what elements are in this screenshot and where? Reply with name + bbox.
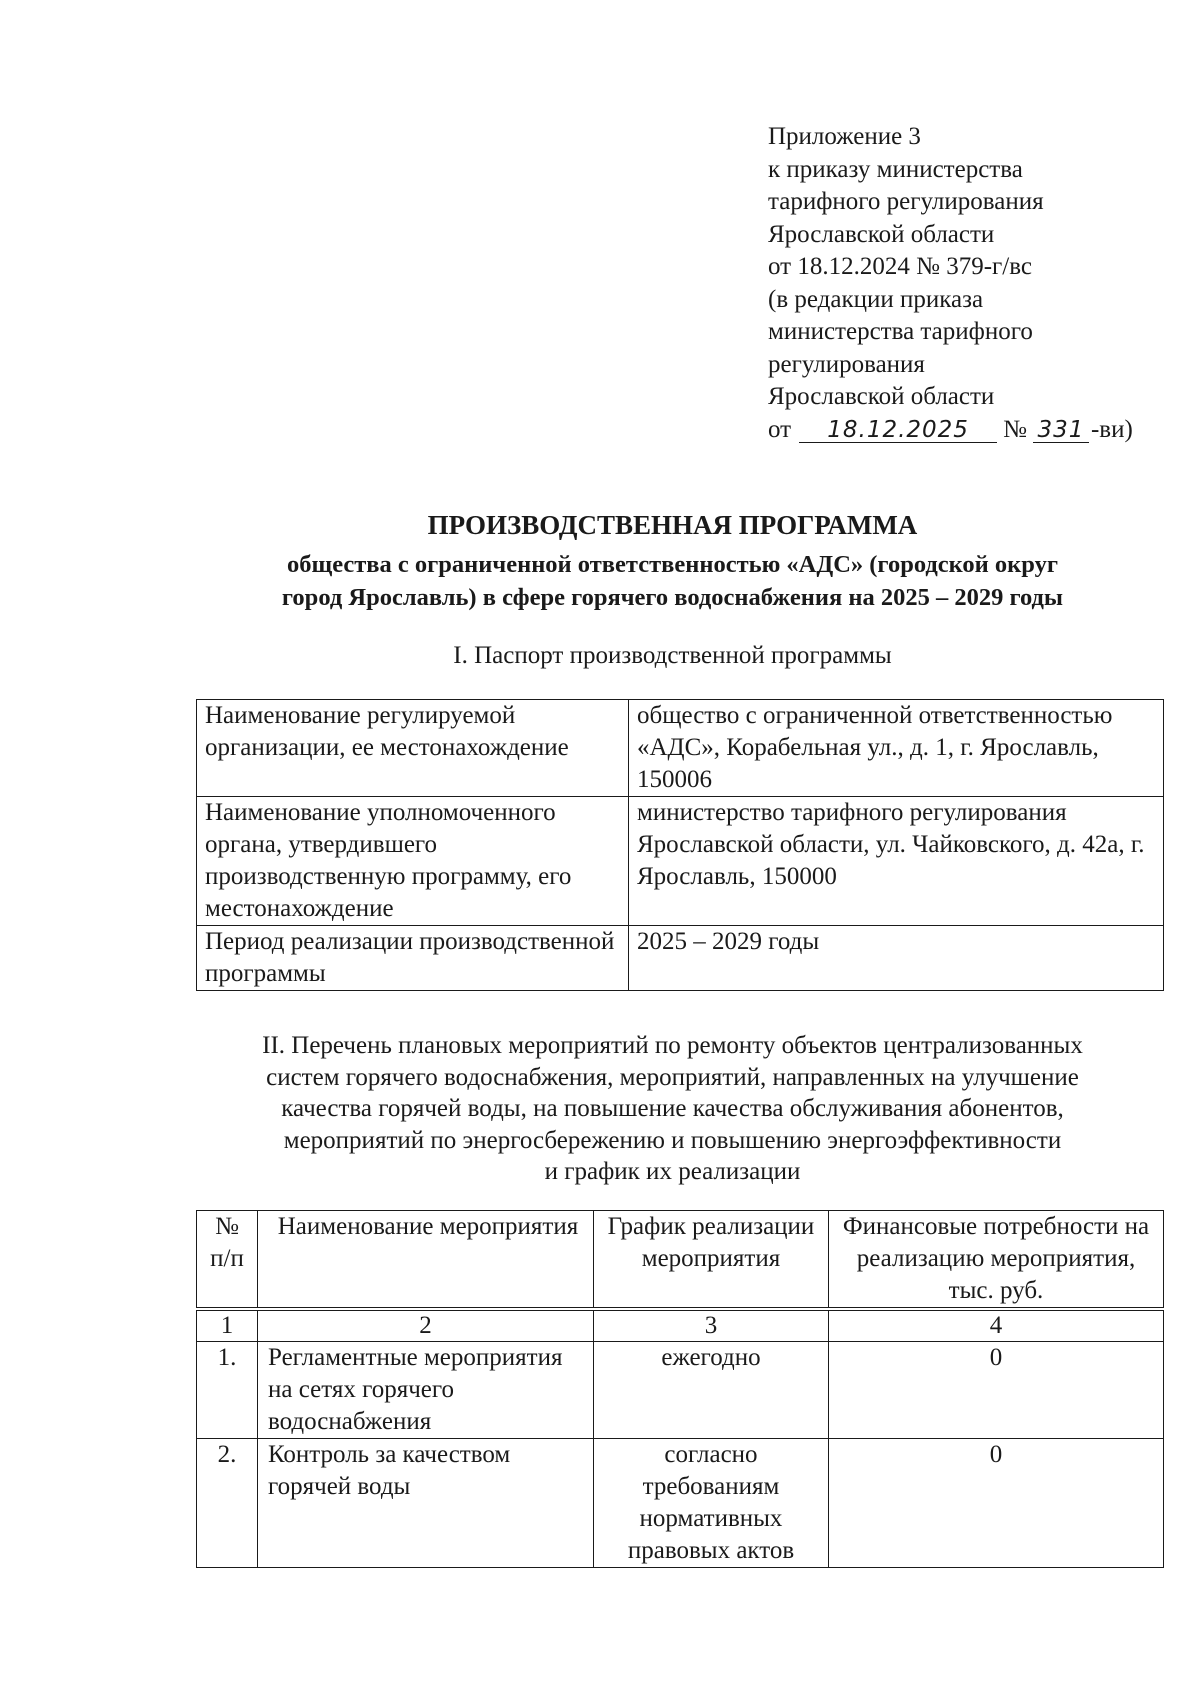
passport-table [196, 699, 1164, 991]
table-row [197, 797, 1164, 926]
section-2-title-line: мероприятий по энергосбережению и повышению энергоэффективности [283, 1126, 1062, 1154]
section-2-title-line: II. Перечень плановых мероприятий по ремонту объектов централизованных [262, 1032, 1083, 1059]
handwritten-order-date: 18.12.2025 [799, 418, 997, 443]
column-index-row [197, 1309, 1164, 1342]
row-num: 1. [197, 1342, 258, 1439]
passport-value: министерство тарифного регулирования Ярославской области, ул. Чайковского, д. 42а, г. Ярославль, 150000 [629, 797, 1164, 926]
header-schedule: График реализации мероприятия [594, 1211, 829, 1310]
column-index: 2 [258, 1309, 594, 1342]
row-finance: 0 [829, 1342, 1164, 1439]
appendix-line: Ярославской области [768, 383, 995, 410]
appendix-line: Ярославской области [768, 220, 995, 248]
amendment-order-line [768, 414, 1133, 447]
row-schedule: ежегодно [594, 1342, 829, 1439]
section-1-title: I. Паспорт производственной программы [453, 642, 892, 669]
section-2-title-line: и график их реализации [544, 1158, 801, 1185]
column-index: 4 [829, 1309, 1164, 1342]
passport-value: 2025 – 2029 годы [629, 926, 1164, 991]
appendix-line: от 18.12.2024 № 379-г/вс [768, 253, 1032, 280]
row-schedule: согласно требованиям нормативных правовых актов [594, 1439, 829, 1568]
document-title: ПРОИЗВОДСТВЕННАЯ ПРОГРАММА [427, 510, 918, 540]
appendix-line: к приказу министерства [768, 155, 1023, 183]
section-2-title-line: качества горячей воды, на повышение качества обслуживания абонентов, [281, 1095, 1064, 1122]
subtitle-line: общества с ограниченной ответственностью «АДС» (городской округ [287, 551, 1058, 578]
row-num: 2. [197, 1439, 258, 1568]
appendix-line: (в редакции приказа [768, 285, 984, 313]
order-number-label: № [1003, 415, 1027, 443]
appendix-line: тарифного регулирования [768, 188, 1044, 215]
row-name: Контроль за качеством горячей воды [258, 1439, 594, 1568]
passport-label: Период реализации производственной программы [197, 926, 629, 991]
header-name: Наименование мероприятия [258, 1211, 594, 1310]
table-header-row [197, 1211, 1164, 1310]
passport-label: Наименование уполномоченного органа, утвердившего производственную программу, его местонахождение [197, 797, 629, 926]
appendix-line: Приложение 3 [768, 123, 921, 150]
handwritten-order-number: 331 [1033, 418, 1089, 443]
passport-label: Наименование регулируемой организации, ее местонахождение [197, 700, 629, 797]
column-index: 3 [594, 1309, 829, 1342]
row-finance: 0 [829, 1439, 1164, 1568]
header-finance: Финансовые потребности на реализацию мероприятия, тыс. руб. [829, 1211, 1164, 1310]
document-subtitle [195, 548, 1150, 614]
measures-table [196, 1210, 1164, 1568]
appendix-line: министерства тарифного [768, 318, 1033, 345]
column-index: 1 [197, 1309, 258, 1342]
appendix-line: регулирования [768, 350, 925, 378]
section-2-title-line: систем горячего водоснабжения, мероприятий, направленных на улучшение [266, 1063, 1079, 1091]
table-row [197, 700, 1164, 797]
header-num: № п/п [197, 1211, 258, 1310]
table-row [197, 1439, 1164, 1568]
table-row [197, 926, 1164, 991]
passport-value: общество с ограниченной ответственностью «АДС», Корабельная ул., д. 1, г. Ярославль, 150006 [629, 700, 1164, 797]
section-2-title [195, 1030, 1150, 1188]
row-name: Регламентные мероприятия на сетях горячего водоснабжения [258, 1342, 594, 1439]
order-prefix: от [768, 415, 792, 443]
subtitle-line: город Ярославль) в сфере горячего водоснабжения на 2025 – 2029 годы [281, 584, 1064, 611]
order-suffix: -ви) [1090, 415, 1133, 443]
appendix-block [768, 121, 1133, 446]
table-row [197, 1342, 1164, 1439]
